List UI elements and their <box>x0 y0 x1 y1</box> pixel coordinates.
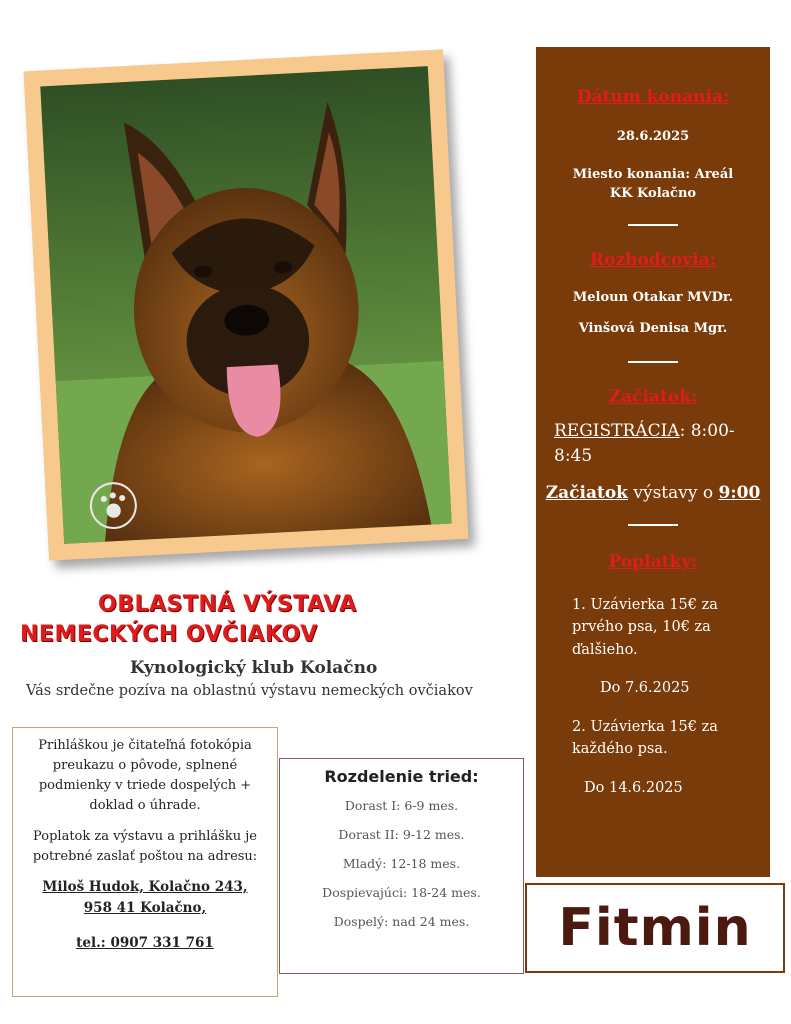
fee-item: 1. Uzávierka 15€ za prvého psa, 10€ za ďalšieho. <box>572 596 718 658</box>
dog-illustration <box>40 66 451 544</box>
class-item: Dospelý: nad 24 mes. <box>333 914 470 929</box>
application-requirements: Prihláškou je čitateľná fotokópia preukazu o pôvode, splnené podmienky v triede dospelých + doklad o úhrade. <box>38 738 252 814</box>
event-date: 28.6.2025 <box>616 129 690 144</box>
fitmin-logo: Fitmin <box>558 898 752 958</box>
address-line2: 958 41 Kolačno, <box>83 899 207 916</box>
fee-deadline: Do 14.6.2025 <box>584 779 683 796</box>
judges-heading: Rozhodcovia: <box>589 249 717 270</box>
divider <box>628 524 678 526</box>
dog-photo-frame <box>23 49 468 560</box>
event-place: Miesto konania: Areál KK Kolačno <box>572 166 734 201</box>
class-item: Dorast II: 9-12 mes. <box>338 827 465 842</box>
event-title-line1: OBLASTNÁ VÝSTAVA <box>98 592 357 617</box>
address-line1: Miloš Hudok, Kolačno 243, <box>42 878 248 895</box>
class-item: Dospievajúci: 18-24 mes. <box>322 885 481 900</box>
show-start-label: Začiatok <box>545 482 628 503</box>
registration-label: REGISTRÁCIA <box>554 420 680 441</box>
class-division-box <box>279 758 524 974</box>
fee-item: 2. Uzávierka 15€ za každého psa. <box>572 718 718 758</box>
class-division-title: Rozdelenie tried: <box>324 767 479 786</box>
phone-number: tel.: 0907 331 761 <box>76 934 214 951</box>
invitation-text: Vás srdečne pozíva na oblastnú výstavu nemeckých ovčiakov <box>26 683 473 699</box>
registration-time <box>536 419 770 470</box>
german-shepherd-photo <box>40 66 451 544</box>
application-info-box <box>12 727 278 997</box>
class-item: Mladý: 12-18 mes. <box>342 856 461 871</box>
payment-instructions: Poplatok za výstavu a prihlášku je potrebné zaslať poštou na adresu: <box>32 828 258 864</box>
start-heading: Začiatok: <box>608 386 698 407</box>
sponsor-logo-box <box>525 883 785 973</box>
date-heading: Dátum konania: <box>576 87 730 107</box>
show-start-time <box>536 480 770 506</box>
show-start-mid: výstavy o <box>627 482 719 503</box>
judge-name: Meloun Otakar MVDr. <box>572 289 734 305</box>
divider <box>628 361 678 363</box>
judge-name: Vinšová Denisa Mgr. <box>578 321 728 336</box>
event-title-line2: NEMECKÝCH OVČIAKOV <box>20 622 318 647</box>
fee-deadline: Do 7.6.2025 <box>600 680 690 697</box>
show-start-hour: 9:00 <box>718 482 761 503</box>
registration-hours: : 8:00-8:45 <box>554 420 735 466</box>
fees-heading: Poplatky: <box>608 551 698 572</box>
divider <box>628 224 678 226</box>
class-item: Dorast I: 6-9 mes. <box>344 798 459 813</box>
event-details-sidebar <box>536 47 770 877</box>
club-name: Kynologický klub Kolačno <box>130 658 378 678</box>
